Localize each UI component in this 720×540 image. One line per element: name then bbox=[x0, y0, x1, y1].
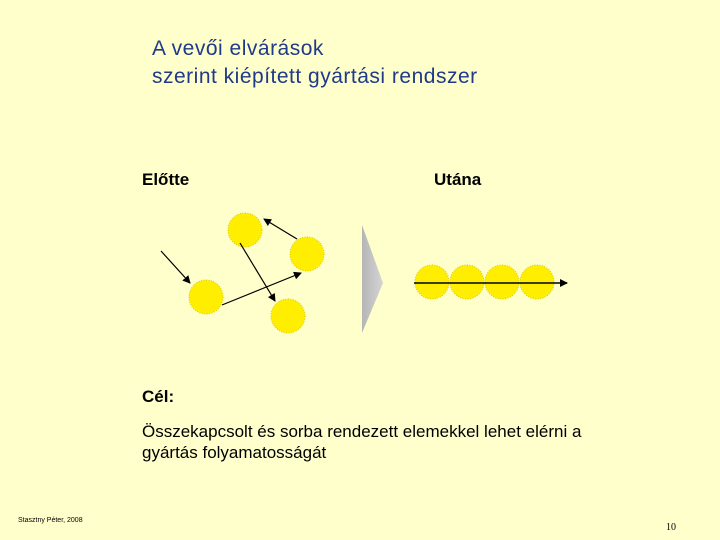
after-circle-3 bbox=[485, 265, 519, 299]
before-arrow-1 bbox=[161, 251, 190, 283]
before-circle-1 bbox=[228, 213, 262, 247]
goal-text bbox=[142, 421, 622, 463]
before-circle-4 bbox=[271, 299, 305, 333]
after-circle-1 bbox=[415, 265, 449, 299]
title-line-1: A vevői elvárások bbox=[152, 37, 324, 60]
before-arrow-3 bbox=[264, 219, 297, 239]
page-number: 10 bbox=[666, 522, 676, 533]
after-circle-2 bbox=[450, 265, 484, 299]
before-circle-2 bbox=[290, 237, 324, 271]
goal-text-line-2: gyártás folyamatosságát bbox=[142, 443, 327, 462]
after-label: Utána bbox=[434, 170, 482, 189]
goal-text-line-1: Összekapcsolt és sorba rendezett elemekkel lehet elérni a bbox=[142, 422, 582, 441]
transition-arrow bbox=[362, 225, 383, 333]
before-label: Előtte bbox=[142, 170, 190, 189]
before-arrow-4 bbox=[240, 243, 275, 301]
footer-author: Stasztny Péter, 2008 bbox=[18, 517, 83, 524]
after-diagram bbox=[414, 265, 567, 299]
after-circle-4 bbox=[520, 265, 554, 299]
title-line-2: szerint kiépített gyártási rendszer bbox=[152, 65, 478, 88]
before-circle-3 bbox=[189, 280, 223, 314]
goal-label: Cél: bbox=[142, 387, 175, 406]
before-diagram bbox=[161, 213, 324, 333]
